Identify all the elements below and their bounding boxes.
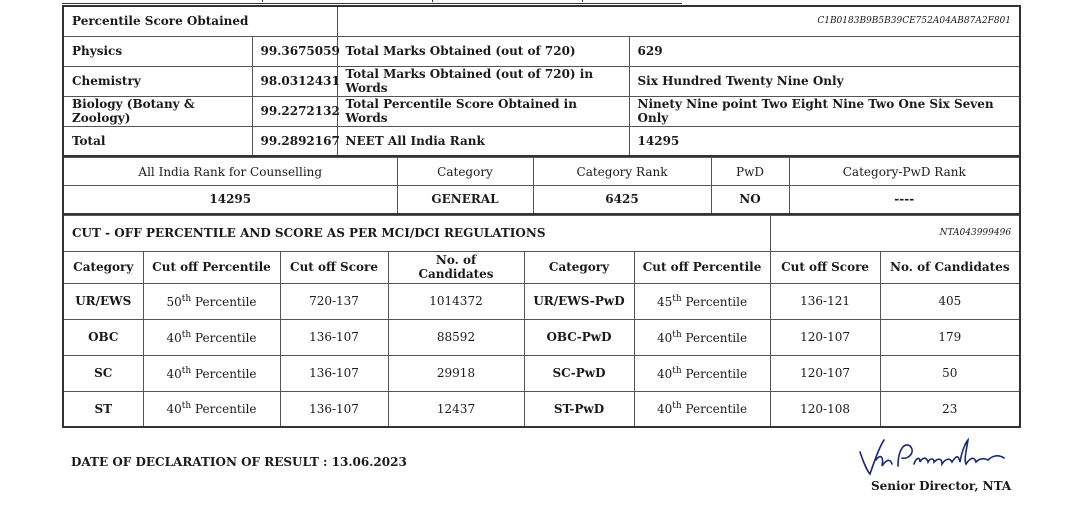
score-table-title: Percentile Score Obtained — [63, 6, 337, 36]
cutoff-code: NTA043999496 — [770, 215, 1020, 251]
percentile-word: Percentile — [195, 294, 257, 309]
cutoff-header: Cut off Percentile — [634, 251, 770, 283]
rank-value: NO — [711, 186, 789, 214]
rank-value: 6425 — [533, 186, 711, 214]
percentile-suffix: th — [672, 293, 682, 304]
marks-value: Ninety Nine point Two Eight Nine Two One Six Seven Only — [629, 96, 1020, 126]
score-row — [63, 96, 1020, 126]
cutoff-candidates: 12437 — [388, 391, 524, 427]
cutoff-score: 136-107 — [280, 391, 388, 427]
cutoff-category-pwd: ST-PwD — [524, 391, 634, 427]
cutoff-category: OBC — [63, 319, 143, 355]
marks-value: 629 — [629, 36, 1020, 66]
cutoff-score: 136-107 — [280, 319, 388, 355]
cutoff-header: Cut off Score — [770, 251, 880, 283]
percentile-number: 40 — [656, 330, 673, 345]
rank-value: GENERAL — [397, 186, 533, 214]
top-border-line — [62, 0, 682, 4]
subject-percentile: 99.2892167 — [252, 126, 337, 156]
percentile-number: 45 — [656, 294, 673, 309]
marks-label: NEET All India Rank — [337, 126, 629, 156]
rank-table — [62, 157, 1021, 215]
signature-image — [858, 436, 1008, 476]
rank-header: Category-PwD Rank — [789, 158, 1020, 186]
cutoff-row — [63, 319, 1020, 355]
percentile-number: 40 — [656, 366, 673, 381]
score-row — [63, 36, 1020, 66]
percentile-suffix: th — [672, 401, 682, 412]
cutoff-candidates-pwd: 179 — [880, 319, 1020, 355]
cutoff-percentile — [634, 319, 770, 355]
cutoff-score-pwd: 120-107 — [770, 355, 880, 391]
percentile-word: Percentile — [685, 402, 748, 417]
score-code: C1B0183B9B5B39CE752A04AB87A2F801 — [337, 6, 1020, 36]
cutoff-title: CUT - OFF PERCENTILE AND SCORE AS PER MCI/DCI REGULATIONS — [63, 215, 770, 251]
subject-name: Physics — [63, 36, 252, 66]
cutoff-percentile — [143, 355, 280, 391]
percentile-suffix: th — [672, 329, 682, 340]
cutoff-header: Cut off Score — [280, 251, 388, 283]
rank-header: Category Rank — [533, 158, 711, 186]
cutoff-percentile — [143, 283, 280, 319]
percentile-suffix: th — [181, 365, 192, 376]
cutoff-header: No. of Candidates — [388, 251, 524, 283]
cutoff-percentile — [143, 391, 280, 427]
marks-value: 14295 — [629, 126, 1020, 156]
cutoff-candidates: 29918 — [388, 355, 524, 391]
cutoff-table — [62, 215, 1021, 429]
cutoff-category-pwd: UR/EWS-PwD — [524, 283, 634, 319]
marks-label: Total Marks Obtained (out of 720) in Words — [337, 66, 629, 96]
cutoff-score-pwd: 120-107 — [770, 319, 880, 355]
percentile-word: Percentile — [685, 330, 748, 345]
cutoff-percentile — [143, 319, 280, 355]
cutoff-score: 720-137 — [280, 283, 388, 319]
subject-name: Biology (Botany & Zoology) — [63, 96, 252, 126]
cutoff-row — [63, 283, 1020, 319]
cutoff-score-pwd: 136-121 — [770, 283, 880, 319]
subject-percentile: 99.2272132 — [252, 96, 337, 126]
rank-header: All India Rank for Counselling — [63, 158, 397, 186]
percentile-suffix: th — [672, 365, 682, 376]
cutoff-row — [63, 391, 1020, 427]
percentile-score-table — [62, 5, 1021, 157]
result-document — [62, 5, 1019, 428]
cutoff-candidates: 1014372 — [388, 283, 524, 319]
cutoff-candidates-pwd: 23 — [880, 391, 1020, 427]
cutoff-category: SC — [63, 355, 143, 391]
percentile-number: 40 — [166, 330, 182, 345]
percentile-word: Percentile — [685, 294, 748, 309]
cutoff-score-pwd: 120-108 — [770, 391, 880, 427]
score-row — [63, 66, 1020, 96]
subject-percentile: 98.0312431 — [252, 66, 337, 96]
cutoff-category: UR/EWS — [63, 283, 143, 319]
cutoff-percentile — [634, 355, 770, 391]
percentile-number: 50 — [166, 294, 182, 309]
rank-value: 14295 — [63, 186, 397, 214]
subject-name: Chemistry — [63, 66, 252, 96]
percentile-word: Percentile — [195, 330, 257, 345]
cutoff-candidates-pwd: 405 — [880, 283, 1020, 319]
cutoff-header: Cut off Percentile — [143, 251, 280, 283]
rank-header: PwD — [711, 158, 789, 186]
percentile-word: Percentile — [195, 366, 257, 381]
percentile-number: 40 — [656, 402, 673, 417]
cutoff-header: Category — [524, 251, 634, 283]
cutoff-category: ST — [63, 391, 143, 427]
signatory-title: Senior Director, NTA — [871, 479, 1012, 493]
cutoff-category-pwd: OBC-PwD — [524, 319, 634, 355]
rank-value: ---- — [789, 186, 1020, 214]
subject-name: Total — [63, 126, 252, 156]
percentile-word: Percentile — [195, 402, 257, 417]
marks-value: Six Hundred Twenty Nine Only — [629, 66, 1020, 96]
cutoff-candidates-pwd: 50 — [880, 355, 1020, 391]
cutoff-percentile — [634, 283, 770, 319]
cutoff-score: 136-107 — [280, 355, 388, 391]
marks-label: Total Marks Obtained (out of 720) — [337, 36, 629, 66]
rank-header: Category — [397, 158, 533, 186]
cutoff-row — [63, 355, 1020, 391]
cutoff-category-pwd: SC-PwD — [524, 355, 634, 391]
percentile-word: Percentile — [685, 366, 748, 381]
score-row — [63, 126, 1020, 156]
declaration-date: DATE OF DECLARATION OF RESULT : 13.06.2023 — [71, 455, 407, 469]
percentile-suffix: th — [181, 401, 192, 412]
percentile-number: 40 — [166, 402, 182, 417]
cutoff-header: No. of Candidates — [880, 251, 1020, 283]
percentile-suffix: th — [181, 329, 192, 340]
subject-percentile: 99.3675059 — [252, 36, 337, 66]
marks-label: Total Percentile Score Obtained in Words — [337, 96, 629, 126]
percentile-suffix: th — [181, 293, 192, 304]
cutoff-percentile — [634, 391, 770, 427]
percentile-number: 40 — [166, 366, 182, 381]
cutoff-header: Category — [63, 251, 143, 283]
cutoff-candidates: 88592 — [388, 319, 524, 355]
